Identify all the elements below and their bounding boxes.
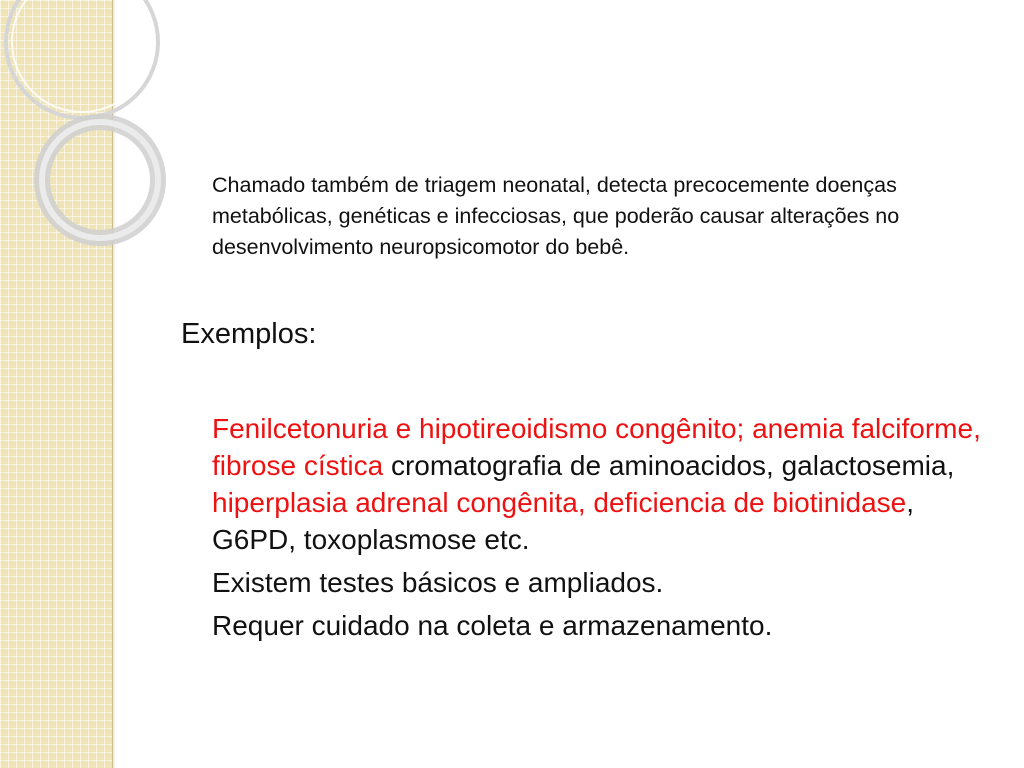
examples-red-text-2: hiperplasia adrenal congênita, deficiencia de biotinidase (212, 487, 907, 518)
examples-black-text-2: , G6PD, toxoplasmose etc. (212, 487, 915, 555)
examples-item (212, 410, 1002, 558)
decorative-side-strip (0, 0, 113, 768)
examples-list (212, 410, 1002, 650)
examples-red-text-1: Fenilcetonuria e hipotireoidismo congênito; anemia falciforme, fibrose cística (212, 413, 981, 481)
intro-paragraph: Chamado também de triagem neonatal, detecta precocemente doenças metabólicas, genéticas e infecciosas, que poderão causar alterações no desenvolvimento neuropsicomotor do bebê. (212, 173, 900, 259)
tests-line: Existem testes básicos e ampliados. (212, 567, 664, 598)
examples-heading: Exemplos: (181, 318, 317, 350)
collection-line: Requer cuidado na coleta e armazenamento. (212, 610, 773, 641)
examples-black-text-1: cromatografia de aminoacidos, galactosemia, (383, 450, 955, 481)
